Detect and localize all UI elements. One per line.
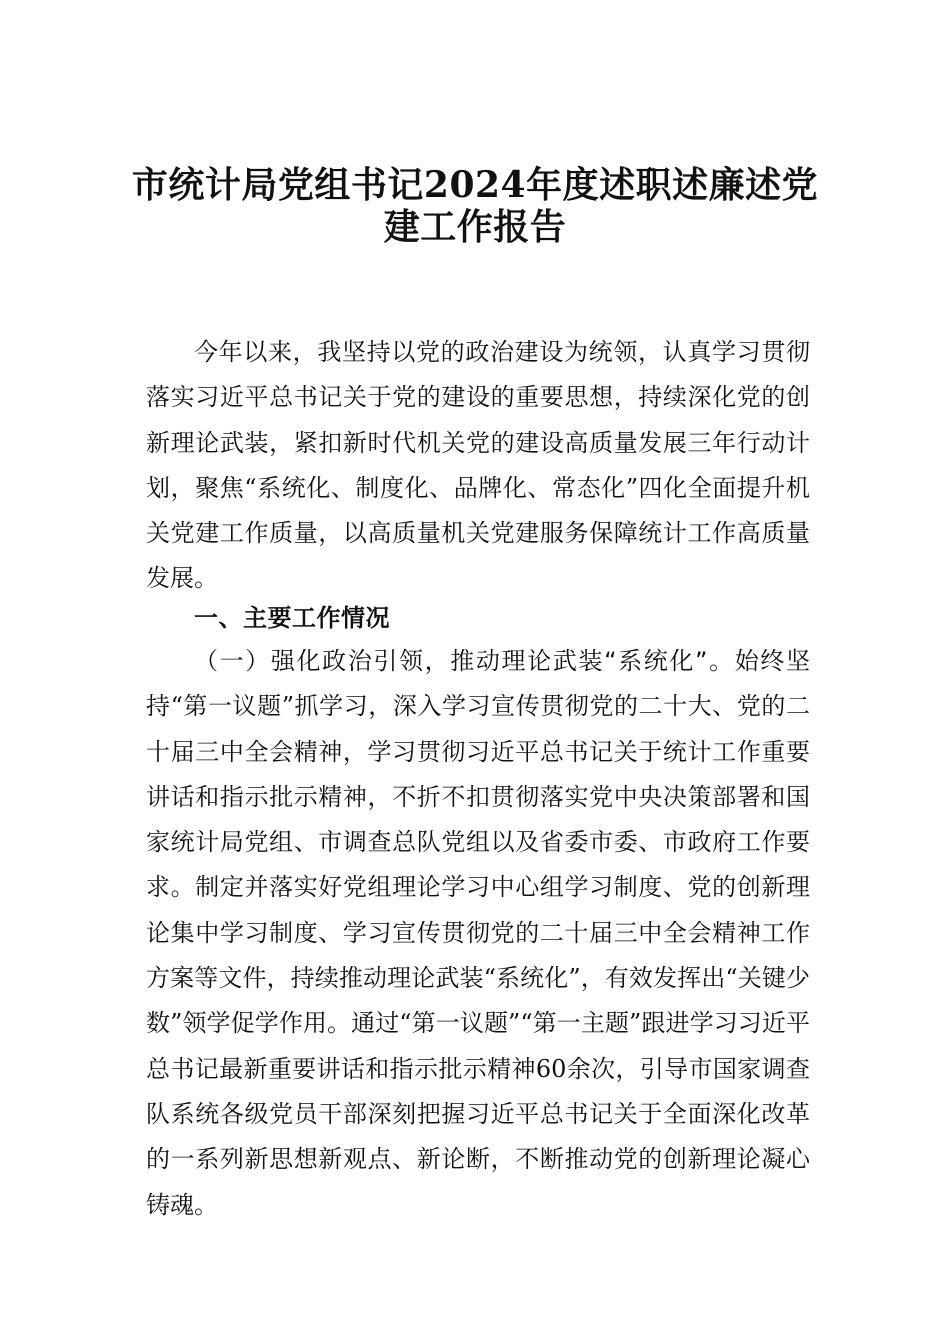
subsection-body-text: 始终坚持“第一议题”抓学习，深入学习宣传贯彻党的二十大、党的二十届三中全会精神，学习贯彻习近平总书记关于统计工作重要讲话和指示批示精神，不折不扣贯彻落实党中央决策部署和国家统计局党组、市调查总队党组以及省委市委、市政府工作要求。制定并落实好党组理论学习中心组学习制度、党的创新理论集中学习制度、学习宣传贯彻党的二十届三中全会精神工作方案等文件，持续推动理论武装“系统化”，有效发挥出“关键少数”领学促学作用。通过“第一议题”“第一主题”跟进学习习近平总书记最新重要讲话和指示批示精神60余次，引导市国家调查队系统各级党员干部深刻把握习近平总书记关于全面深化改革的一系列新思想新观点、新论断，不断推动党的创新理论凝心铸魂。: [146, 647, 810, 1219]
document-title-line-1: 市统计局党组书记2024年度述职述廉述党: [131, 164, 819, 206]
subsection-paragraph-political-guidance: [146, 639, 810, 1228]
intro-paragraph: 今年以来，我坚持以党的政治建设为统领，认真学习贯彻落实习近平总书记关于党的建设的重要思想，持续深化党的创新理论武装，紧扣新时代机关党的建设高质量发展三年行动计划，聚焦“系统化、制度化、品牌化、常态化”四化全面提升机关党建工作质量，以高质量机关党建服务保障统计工作高质量发展。: [146, 338, 810, 593]
document-title-line-2: 建工作报告: [383, 206, 567, 248]
subsection-lead-heading: （一）强化政治引领，推动理论武装“系统化”。: [194, 647, 735, 675]
section-heading-main-work: 一、主要工作情况: [194, 604, 390, 632]
